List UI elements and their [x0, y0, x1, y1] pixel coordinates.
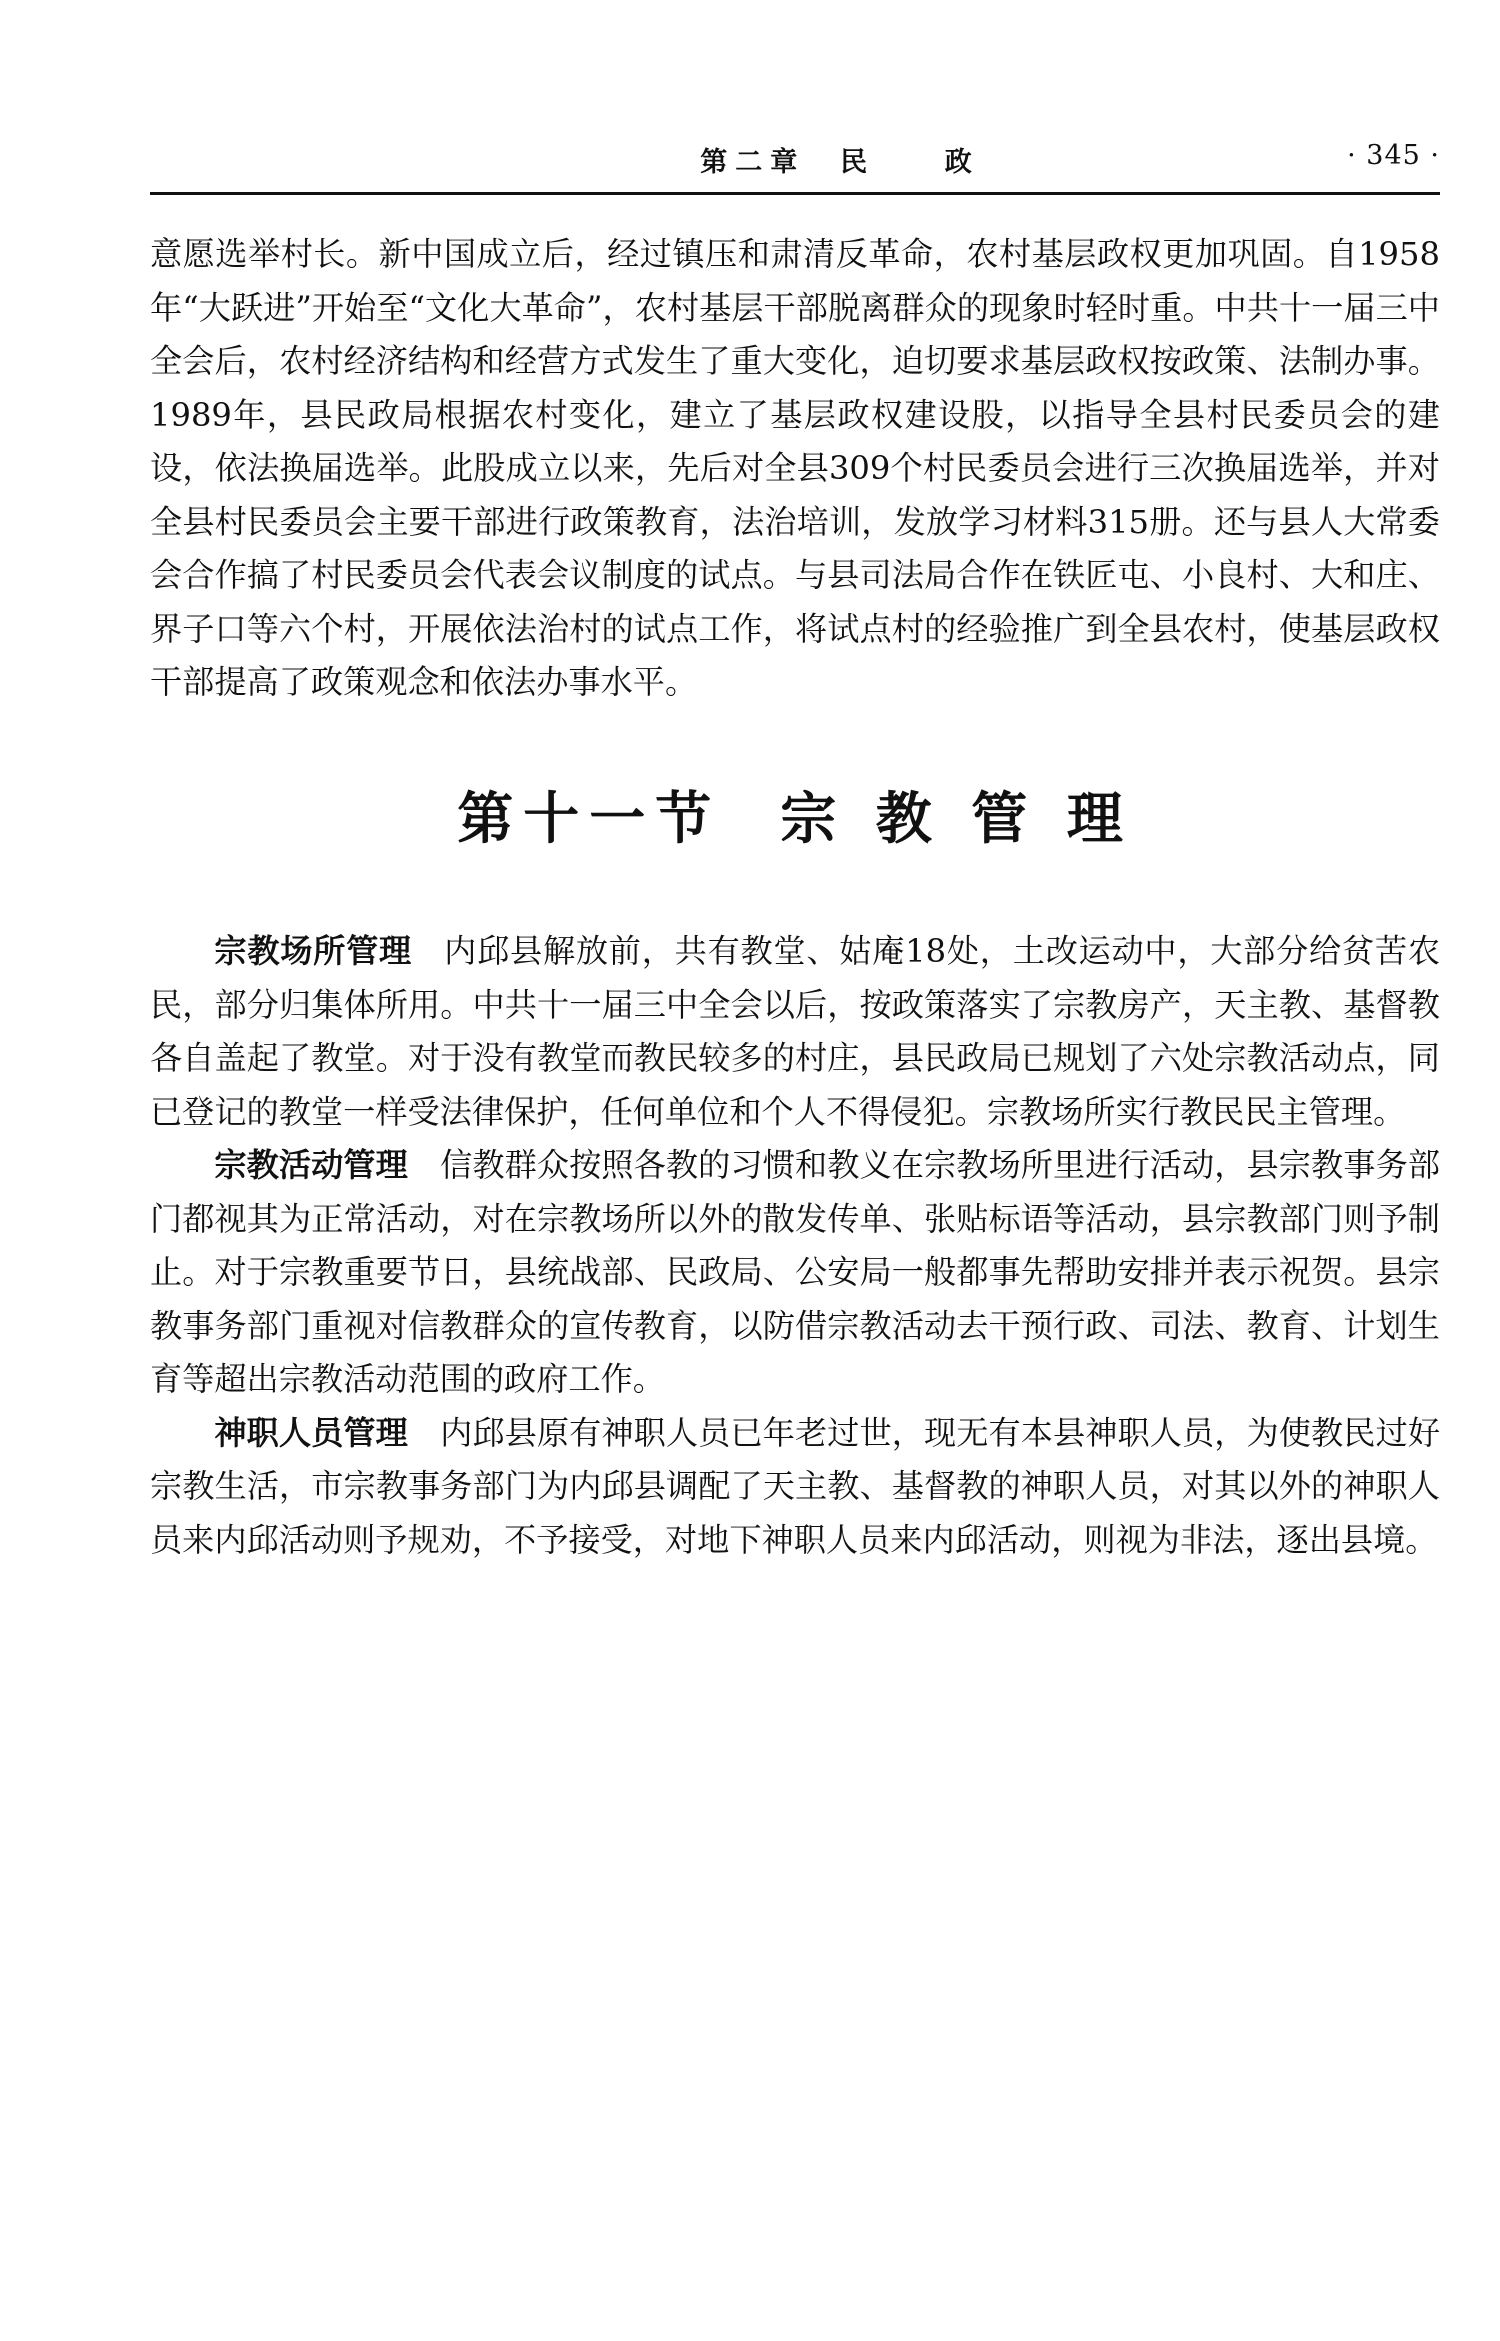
entry-term: 神职人员管理: [214, 1413, 408, 1452]
running-header: [150, 140, 1440, 190]
chapter-title: 第二章 民 政: [700, 147, 980, 178]
entry-text: 信教群众按照各教的习惯和教义在宗教场所里进行活动，县宗教事务部门都视其为正常活动，对在宗教场所以外的散发传单、张贴标语等活动，县宗教部门则予制止。对于宗教重要节日，县统战部、民政局、公安局一般都事先帮助安排并表示祝贺。县宗教事务部门重视对信教群众的宣传教育，以防借宗教活动去干预行政、司法、教育、计划生育等超出宗教活动范围的政府工作。: [150, 1146, 1441, 1398]
entry-text: 内邱县解放前，共有教堂、姑庵18处，土改运动中，大部分给贫苦农民，部分归集体所用。中共十一届三中全会以后，按政策落实了宗教房产，天主教、基督教各自盖起了教堂。对于没有教堂而教民较多的村庄，县民政局已规划了六处宗教活动点，同已登记的教堂一样受法律保护，任何单位和个人不得侵犯。宗教场所实行教民民主管理。: [150, 932, 1441, 1131]
section-title: 第十一节 宗 教 管 理: [457, 787, 1133, 852]
page-number: · 345 ·: [1347, 140, 1440, 171]
entry-clergy: [150, 1407, 1440, 1568]
entry-religious-activities: [150, 1139, 1440, 1407]
entry-term: 宗教场所管理: [214, 932, 412, 970]
intro-paragraph: 意愿选举村长。新中国成立后，经过镇压和肃清反革命，农村基层政权更加巩固。自1958年“大跃进”开始至“文化大革命”，农村基层干部脱离群众的现象时轻时重。中共十一届三中全会后，农村经济结构和经营方式发生了重大变化，迫切要求基层政权按政策、法制办事。1989年，县民政局根据农村变化，建立了基层政权建设股，以指导全县村民委员会的建设，依法换届选举。此股成立以来，先后对全县309个村民委员会进行三次换届选举，并对全县村民委员会主要干部进行政策教育，法治培训，发放学习材料315册。还与县人大常委会合作搞了村民委员会代表会议制度的试点。与县司法局合作在铁匠屯、小良村、大和庄、界子口等六个村，开展依法治村的试点工作，将试点村的经验推广到全县农村，使基层政权干部提高了政策观念和依法办事水平。: [150, 235, 1440, 701]
section-entries: [150, 925, 1440, 1567]
entry-term: 宗教活动管理: [214, 1146, 408, 1184]
entry-religious-venues: [150, 925, 1440, 1139]
entry-text: 内邱县原有神职人员已年老过世，现无有本县神职人员，为使教民过好宗教生活，市宗教事务部门为内邱县调配了天主教、基督教的神职人员，对其以外的神职人员来内邱活动则予规劝，不予接受，对地下神职人员来内邱活动，则视为非法，逐出县境。: [150, 1413, 1441, 1559]
header-rule: [150, 192, 1440, 195]
